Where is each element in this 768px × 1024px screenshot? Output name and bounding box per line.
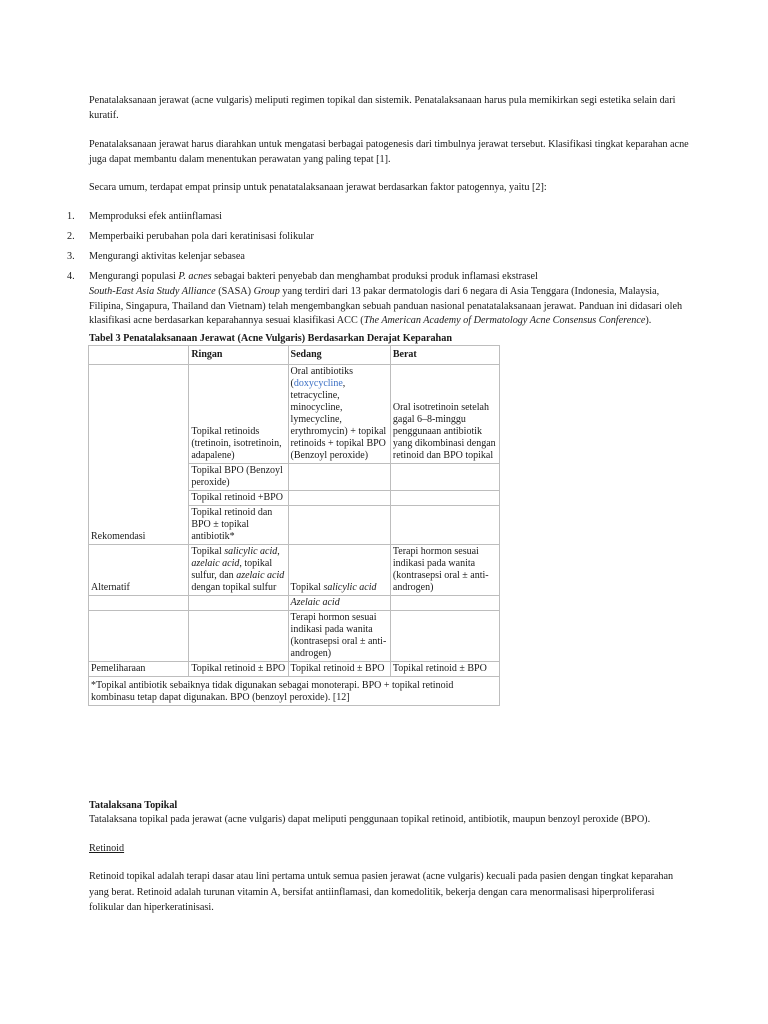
table-row — [89, 545, 500, 596]
table-cell — [189, 611, 288, 662]
header-ringan: Ringan — [189, 346, 288, 365]
list-number: 3. — [67, 251, 75, 262]
section-heading-retinoid: Retinoid — [89, 843, 125, 854]
table-cell: Topikal salicylic acid — [288, 545, 390, 596]
table-cell — [390, 596, 499, 611]
list-text: Mengurangi populasi P. acnes sebagai bakteri penyebab dan menghambat produksi produk inflamasi ekstrasel — [89, 271, 538, 282]
table-cell: Terapi hormon sesuai indikasi pada wanita (kontrasepsi oral ± anti-androgen) — [390, 545, 499, 596]
intro-paragraph: Penatalaksanaan jerawat (acne vulgaris) meliputi regimen topikal dan sistemik. Penatalaksanaan harus pula memikirkan segi estetika selain dari kuratif. — [89, 95, 676, 121]
list-number: 1. — [67, 211, 75, 222]
header-sedang: Sedang — [288, 346, 390, 365]
table-row — [89, 596, 500, 611]
table-header-row — [89, 346, 500, 365]
sasa-paragraph: South-East Asia Study Alliance (SASA) Group yang terdiri dari 13 pakar dermatologis dari 6 negara di Asia Tenggara (Indonesia, Malaysia, Filipina, Singapura, Thailand dan Vietnam) telah mengembangkan sebuah panduan nasional penatatalaksanaan jerawat. Panduan ini didasari oleh klasifikasi acne berdasarkan keparahannya sesuai klasifikasi ACC (The American Academy of Dermatology Acne Consensus Conference). — [89, 286, 683, 326]
header-empty — [89, 346, 189, 365]
table-cell — [288, 506, 390, 545]
table-cell: Topikal retinoid ± BPO — [390, 662, 499, 677]
table-cell: Topikal retinoids (tretinoin, isotretinoin, adapalene) — [189, 365, 288, 464]
table-row — [89, 611, 500, 662]
table-cell: Topikal retinoid ± BPO — [189, 662, 288, 677]
table-row — [89, 365, 500, 464]
table-cell: Topikal retinoid ± BPO — [288, 662, 390, 677]
table-cell: Azelaic acid — [288, 596, 390, 611]
table-cell — [390, 506, 499, 545]
pathogenesis-paragraph: Penatalaksanaan jerawat harus diarahkan untuk mengatasi berbagai patogenesis dari timbulnya jerawat tersebut. Klasifikasi tingkat keparahan acne juga dapat membantu dalam menentukan perawatan yang paling tepat [1]. — [89, 139, 689, 165]
principles-paragraph: Secara umum, terdapat empat prinsip untuk penatatalaksanaan jerawat berdasarkan faktor patogennya, yaitu [2]: — [89, 182, 547, 193]
treatment-table — [88, 345, 500, 706]
table-cell — [390, 464, 499, 491]
table-row — [89, 662, 500, 677]
topikal-paragraph: Tatalaksana topikal pada jerawat (acne vulgaris) dapat meliputi penggunaan topikal retinoid, antibiotik, maupun benzoyl peroxide (BPO). — [89, 814, 651, 825]
doxycycline-link[interactable]: doxycycline — [293, 378, 343, 389]
table-cell — [288, 464, 390, 491]
list-text: Memproduksi efek antiinflamasi — [89, 211, 222, 222]
table-footnote-row — [89, 677, 500, 706]
table-cell: Topikal retinoid +BPO — [189, 491, 288, 506]
table-cell — [390, 611, 499, 662]
table-cell: Oral isotretinoin setelah gagal 6–8-minggu penggunaan antibiotik yang dikombinasi dengan retinoid dan BPO topikal — [390, 365, 499, 464]
list-text: Memperbaiki perubahan pola dari keratinisasi folikular — [89, 231, 314, 242]
table-footnote: *Topikal antibiotik sebaiknya tidak digunakan sebagai monoterapi. BPO + topikal retinoid kombinasu tetap dapat digunakan. BPO (benzoyl peroxide). [12] — [89, 677, 500, 706]
row-label-rekomendasi: Rekomendasi — [89, 365, 189, 545]
table-cell: Topikal retinoid dan BPO ± topikal antibiotik* — [189, 506, 288, 545]
retinoid-paragraph: Retinoid topikal adalah terapi dasar atau lini pertama untuk semua pasien jerawat (acne vulgaris) kecuali pada pasien dengan tingkat keparahan yang berat. Retinoid adalah turunan vitamin A, bersifat antiinflamasi, dan komedolitik, bekerja dengan cara menormalisasi hiperproliferasi folikular dan hiperkeratinisasi. — [89, 871, 674, 913]
table-caption: Tabel 3 Penatalaksanaan Jerawat (Acne Vulgaris) Berdasarkan Derajat Keparahan — [89, 333, 452, 344]
row-label-pemeliharaan: Pemeliharaan — [89, 662, 189, 677]
list-number: 4. — [67, 271, 75, 282]
table-cell — [89, 596, 189, 611]
table-cell — [288, 491, 390, 506]
list-text: Mengurangi aktivitas kelenjar sebasea — [89, 251, 245, 262]
list-number: 2. — [67, 231, 75, 242]
header-berat: Berat — [390, 346, 499, 365]
table-cell — [189, 596, 288, 611]
table-cell — [390, 491, 499, 506]
table-cell — [89, 611, 189, 662]
table-cell: Oral antibiotiks (doxycycline, tetracycline, minocycline, lymecycline, erythromycin) + topikal retinoids + topikal BPO (Benzoyl peroxide) — [288, 365, 390, 464]
row-label-alternatif: Alternatif — [89, 545, 189, 596]
table-cell: Terapi hormon sesuai indikasi pada wanita (kontrasepsi oral ± anti-androgen) — [288, 611, 390, 662]
section-heading-topikal: Tatalaksana Topikal — [89, 800, 178, 811]
table-cell: Topikal BPO (Benzoyl peroxide) — [189, 464, 288, 491]
table-cell: Topikal salicylic acid, azelaic acid, topikal sulfur, dan azelaic acid dengan topikal sulfur — [189, 545, 288, 596]
